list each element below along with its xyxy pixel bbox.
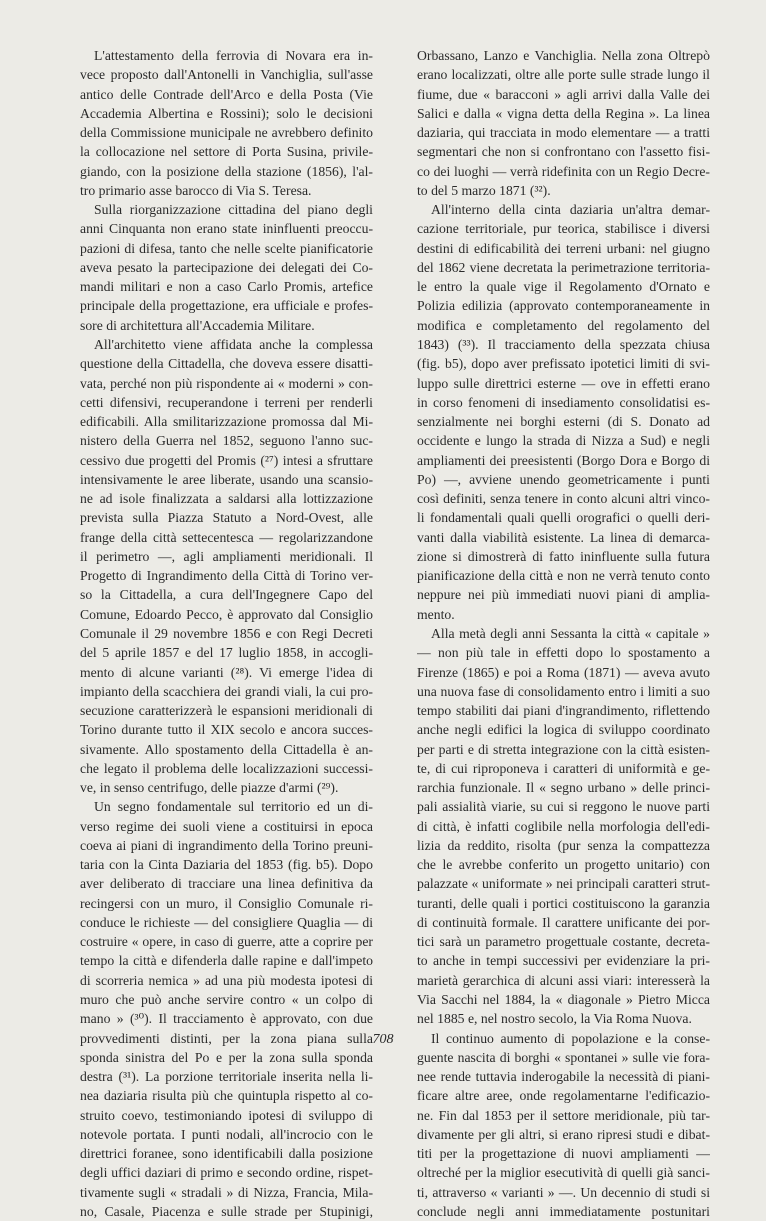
text-line: tivamente sugli « stradali » di Nizza, Francia, Mila- bbox=[80, 1184, 373, 1200]
text-line: notevole portata. I punti nodali, all'incrocio con le bbox=[80, 1126, 373, 1142]
text-line: erano localizzati, oltre alle porte sulle strade lungo il bbox=[417, 67, 710, 83]
text-line: una nuova fase di consolidamento entro i limiti a suo bbox=[417, 683, 710, 699]
text-line: sponda sinistra del Po e per la zona sulla sponda bbox=[80, 1049, 373, 1065]
text-line: del 5 aprile 1857 e del 17 luglio 1858, in accogli- bbox=[80, 645, 373, 661]
text-line: di scorreria nemica » ad una più modesta ipotesi di bbox=[80, 972, 373, 988]
text-line: ve, in senso centrifugo, delle piazze d'armi (²⁹). bbox=[80, 780, 339, 796]
text-line: zione si dimostrerà di fatto ininfluente sulla futura bbox=[417, 548, 710, 564]
text-line: anche negli edifici la logica di sviluppo coordinato bbox=[417, 722, 710, 738]
text-line: Salici e dalla « vigna detta della Regina ». La linea bbox=[417, 105, 710, 121]
text-line: mandi militari e non a caso Carlo Promis, artefice bbox=[80, 279, 373, 295]
text-line: edificabili. Alla smilitarizzazione promossa dal Mi- bbox=[80, 414, 373, 430]
text-line: nea daziaria risulta più che quintupla rispetto al co- bbox=[80, 1088, 373, 1104]
text-line: Po) —, avviene unendo geometricamente i punti bbox=[417, 471, 710, 487]
text-line: recingersi con un muro, il Consiglio Comunale ri- bbox=[80, 895, 373, 911]
text-line: vata, perché non più rispondente ai « moderni » con- bbox=[80, 375, 373, 391]
text-line: Via Sacchi nel 1884, la « diagonale » Pietro Micca bbox=[417, 992, 710, 1008]
text-line: te, di cui riproponeva i caratteri di uniformità e ge- bbox=[417, 760, 710, 776]
text-line: conduce le richieste — del consigliere Quaglia — di bbox=[80, 914, 373, 930]
page-number: 708 bbox=[372, 1032, 394, 1047]
text-line: intensivamente le aree liberate, usando una scansio- bbox=[80, 471, 373, 487]
text-line: vece proposto dall'Antonelli in Vanchiglia, sull'asse bbox=[80, 67, 373, 83]
text-line: palazzate « uniformate » nei principali caratteri strut- bbox=[417, 876, 710, 892]
text-line: muro che può anche servire contro « un colpo di bbox=[80, 992, 373, 1008]
text-line: questione della Cittadella, che doveva essere disatti- bbox=[80, 356, 373, 372]
text-line: cazione territoriale, pur teorica, stabilisce i diversi bbox=[417, 221, 710, 237]
text-line: ampliamenti dei preesistenti (Borgo Dora e Borgo di bbox=[417, 452, 710, 468]
text-line: mano » (³⁰). Il tracciamento è approvato, con due bbox=[80, 1011, 373, 1027]
text-line: L'attestamento della ferrovia di Novara era in- bbox=[94, 48, 373, 63]
text-line: ficare altre aree, onde regolamentarne l'edificazio- bbox=[417, 1088, 710, 1104]
text-line: sivamente. Allo spostamento della Cittadella è an- bbox=[80, 741, 373, 757]
text-line: Un segno fondamentale sul territorio ed un di- bbox=[94, 799, 373, 815]
text-line: fiume, due « baracconi » agli arrivi dalla Valle dei bbox=[417, 86, 710, 102]
text-line: nee rende tuttavia inderogabile la necessità di piani- bbox=[417, 1069, 710, 1085]
text-line: verso regime dei suoli viene a costituirsi in epoca bbox=[80, 818, 373, 834]
text-line: — non più tale in effetti dopo lo spostamento a bbox=[417, 645, 710, 661]
text-line: che legato il problema delle localizzazioni successi- bbox=[80, 760, 373, 776]
text-line: Orbassano, Lanzo e Vanchiglia. Nella zona Oltrepò bbox=[417, 48, 710, 63]
text-line: luppo sulle direttrici esterne — ove in effetti erano bbox=[417, 375, 710, 391]
text-line: modifica e completamento del regolamento del bbox=[417, 317, 710, 333]
text-line: ne ad isole finalizzata a saldarsi alla lottizzazione bbox=[80, 491, 373, 507]
text-line: neppure nei più immediati nuovi piani di amplia- bbox=[417, 587, 710, 603]
text-line: il perimetro —, agli ampliamenti meridionali. Il bbox=[80, 548, 373, 564]
text-line: impianto della scacchiera dei grandi viali, la cui pro- bbox=[80, 683, 373, 699]
text-line: cetti difensivi, recuperandone i terreni per renderli bbox=[80, 394, 373, 410]
text-line: pazioni di difesa, tanto che nelle scelte pianificatorie bbox=[80, 240, 373, 256]
text-line: così definiti, senza tenere in conto alcuni altri vinco- bbox=[417, 491, 710, 507]
text-line: lizia da reddito, risolta (pur senza la compattezza bbox=[417, 837, 710, 853]
text-line: divamente per gli altri, si erano ripresi studi e dibat- bbox=[417, 1126, 710, 1142]
text-line: nel 1885 e, nel nostro secolo, la Via Roma Nuova. bbox=[417, 1011, 692, 1027]
text-line: oltreché per la miglior esecutività di quelli già sanci- bbox=[417, 1165, 710, 1181]
text-line: guente nascita di borghi « spontanei » sulle vie fora- bbox=[417, 1049, 710, 1065]
text-line: destini di edificabilità dei terreni urbani: nel giugno bbox=[417, 240, 710, 256]
text-line: aveva pesato la partecipazione dei delegati dei Co- bbox=[80, 259, 373, 275]
text-line: All'interno della cinta daziaria un'altra demar- bbox=[431, 202, 710, 218]
text-line: titi per la progettazione di nuovi ampliamenti — bbox=[417, 1146, 710, 1162]
text-line: senzialmente nei borghi esterni (di S. Donato ad bbox=[417, 414, 710, 430]
text-line: prevista sulla Piazza Statuto a Nord-Ovest, alle bbox=[80, 510, 373, 526]
text-line: to del 5 marzo 1871 (³²). bbox=[417, 182, 551, 198]
text-line: di continuità formale. Il carattere unificante dei por- bbox=[417, 914, 710, 930]
text-line: ne. Fin dal 1853 per il settore meridionale, più tar- bbox=[417, 1107, 710, 1123]
text-line: coeva ai piani di ingrandimento della Torino preuni- bbox=[80, 837, 373, 853]
text-line: frange della città settecentesca — regolarizzandone bbox=[80, 529, 373, 545]
text-line: degli uffici daziari di primo e secondo ordine, rispet- bbox=[80, 1165, 373, 1181]
text-line: antico delle Contrade dell'Arco e della Posta (Vie bbox=[80, 86, 373, 102]
text-line: no, Casale, Piacenza e sulle strade per Stupinigi, bbox=[80, 1203, 373, 1219]
text-line: provvedimenti distinti, per la zona piana sulla bbox=[80, 1030, 373, 1046]
text-line: Torino durante tutto il XIX secolo e ancora succes- bbox=[80, 722, 373, 738]
text-line: ti, attraverso « varianti » —. Un decennio di studi si bbox=[417, 1184, 710, 1200]
text-line: Progetto di Ingrandimento della Città di Torino ver- bbox=[80, 568, 373, 584]
text-line: del 1862 viene decretata la perimetrazione territoria- bbox=[417, 259, 710, 275]
text-line: segmentari che non si confrontano con l'assetto fisi- bbox=[417, 144, 710, 160]
text-line: occidente e lungo la strada di Nizza a Sud) e negli bbox=[417, 433, 710, 449]
text-line: mento di alcune varianti (²⁸). Vi emerge l'idea di bbox=[80, 664, 373, 680]
text-line: 1843) (³³). Il tracciamento della spezzata chiusa bbox=[417, 336, 710, 352]
text-line: giando, con la posizione della stazione (1856), l'al- bbox=[80, 163, 373, 179]
text-line: cessivo due progetti del Promis (²⁷) intesi a sfruttare bbox=[80, 452, 373, 468]
text-line: tempo la città e difenderla dalle rapine e dall'impeto bbox=[80, 953, 373, 969]
text-line: li fondamentali quali quelli orografici o quelli deri- bbox=[417, 510, 710, 526]
text-line: in corso fenomeni di insediamento consolidatisi es- bbox=[417, 394, 710, 410]
text-line: Il continuo aumento di popolazione e la conse- bbox=[431, 1030, 710, 1046]
text-line: secuzione caratterizzerà le espansioni meridionali di bbox=[80, 703, 373, 719]
text-line: Alla metà degli anni Sessanta la città « capitale » bbox=[431, 625, 710, 641]
text-line: daziaria, qui tracciata in modo elementare — a tratti bbox=[417, 125, 710, 141]
text-line: struito coevo, testimoniando ipotesi di sviluppo di bbox=[80, 1107, 373, 1123]
text-line: Polizia edilizia (approvato contemporaneamente in bbox=[417, 298, 710, 314]
text-line: marietà gerarchica di alcuni assi viari: interesserà la bbox=[417, 972, 710, 988]
text-line: tempo stabiliti dai piani d'ingrandimento, riflettendo bbox=[417, 703, 710, 719]
text-line: vanti dalla viabilità esistente. La linea di demarca- bbox=[417, 529, 710, 545]
text-line: to anche in tempi successivi per evidenziare la pri- bbox=[417, 953, 710, 969]
text-line: co dei luoghi — verrà ridefinita con un Regio Decre- bbox=[417, 163, 710, 179]
text-line: la collocazione nel settore di Porta Susina, privile- bbox=[80, 144, 373, 160]
text-line: turanti, delle quali i portici costituiscono la garanzia bbox=[417, 895, 710, 911]
text-line: pianificazione della città e non ne verrà tenuto conto bbox=[417, 568, 710, 584]
text-line: aver deliberato di tracciare una linea definitiva da bbox=[80, 876, 373, 892]
text-line: le entro la quale vige il Regolamento d'Ornato e bbox=[417, 279, 710, 295]
text-line: principale della progettazione, era ufficiale e profes- bbox=[80, 298, 373, 314]
text-line: tici sarà un parametro progettuale costante, decreta- bbox=[417, 934, 710, 950]
text-line: direttrici foranee, sono identificabili dalla posizione bbox=[80, 1146, 373, 1162]
text-line: tro primario asse barocco di Via S. Teresa. bbox=[80, 182, 312, 198]
text-line: costruire « opere, in caso di guerre, atte a coprire per bbox=[80, 934, 373, 950]
text-line: All'architetto viene affidata anche la complessa bbox=[94, 336, 373, 352]
text-line: della Commissione municipale ne avrebbero definito bbox=[80, 125, 373, 141]
text-line: Comunale il 29 novembre 1856 e con Regi Decreti bbox=[80, 625, 373, 641]
text-line: sore di architettura all'Accademia Militare. bbox=[80, 317, 315, 333]
text-line: rarchia funzionale. Il « segno urbano » delle princi- bbox=[417, 780, 710, 796]
text-line: destra (³¹). La porzione territoriale inserita nella li- bbox=[80, 1069, 373, 1085]
text-line: Sulla riorganizzazione cittadina del piano degli bbox=[94, 202, 373, 218]
text-line: conclude negli anni immediatamente postunitari bbox=[417, 1203, 710, 1219]
text-line: so la Cittadella, a cura dell'Ingegnere Capo del bbox=[80, 587, 373, 603]
text-line: Accademia Albertina e Rossini); solo le decisioni bbox=[80, 105, 373, 121]
text-line: taria con la Cinta Daziaria del 1853 (fig. b5). Dopo bbox=[80, 857, 373, 873]
text-line: mento. bbox=[417, 606, 455, 622]
text-line: che le avrebbe conferito un progetto unitario) con bbox=[417, 857, 710, 873]
text-line: pali assialità viarie, su cui si reggono le nuove parti bbox=[417, 799, 710, 815]
text-line: Firenze (1865) e poi a Roma (1871) — aveva avuto bbox=[417, 664, 710, 680]
text-line: di città, è infatti coglibile nella morfologia dell'edi- bbox=[417, 818, 710, 834]
text-line: per parti e di stretta integrazione con la città esisten- bbox=[417, 741, 710, 757]
text-line: nistero della Guerra nel 1852, seguono l'anno suc- bbox=[80, 433, 373, 449]
text-line: Comune, Edoardo Pecco, è approvato dal Consiglio bbox=[80, 606, 373, 622]
text-line: (fig. b5), dopo aver prefissato ipotetici limiti di svi- bbox=[417, 356, 710, 372]
text-line: anni Cinquanta non erano state ininfluenti preoccu- bbox=[80, 221, 373, 237]
